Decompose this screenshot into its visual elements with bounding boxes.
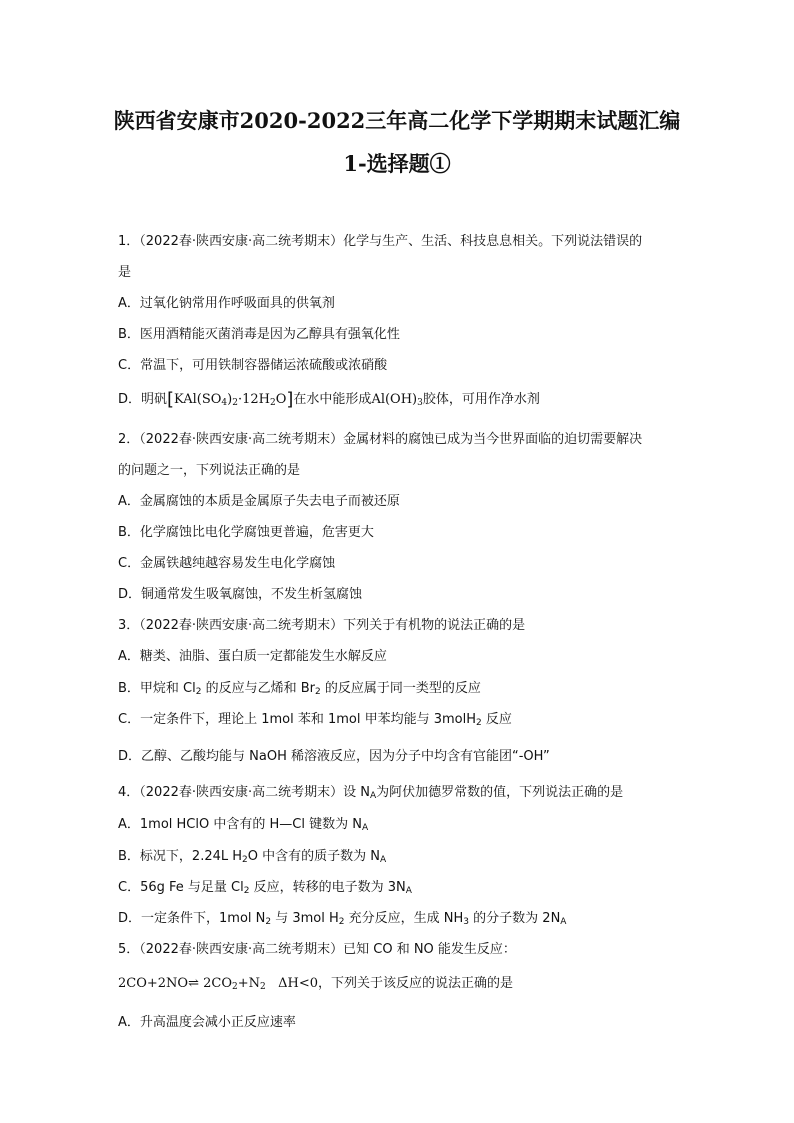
question-2-option-a: A．金属腐蚀的本质是金属原子失去电子而被还原 (118, 494, 400, 509)
question-3-option-a: A．糖类、油脂、蛋白质一定都能发生水解反应 (118, 649, 387, 664)
question-3-option-c: C．一定条件下，理论上 1mol 苯和 1mol 甲苯均能与 3molH$_2$ 反应 (118, 712, 512, 728)
question-4-option-b: B．标况下，2.24L $H_2O$ 中含有的质子数为 $N_A$ (118, 849, 387, 865)
reaction-equation: 2CO+2NO⇌ $2CO_2+N_2$ ΔH<0 (118, 976, 319, 992)
document-title: 陕西省安康市2020-2022三年高二化学下学期期末试题汇编 (113, 108, 681, 133)
question-1-stem-cont: 是 (118, 265, 132, 280)
question-1-option-b: B．医用酒精能灭菌消毒是因为乙醇具有强氧化性 (118, 327, 400, 342)
question-1-option-c: C．常温下，可用铁制容器储运浓硫酸或浓硝酸 (118, 358, 388, 373)
question-4-option-d: D．一定条件下，1mol $N_2$ 与 3mol $H_2$ 充分反应，生成 $NH_3$ 的分子数为 $2N_A$ (118, 911, 567, 927)
question-5-stem: 5．（2022春·陕西安康·高二统考期末）已知 CO 和 NO 能发生反应： (118, 942, 516, 957)
question-2-option-c: C．金属铁越纯越容易发生电化学腐蚀 (118, 556, 336, 571)
question-2-stem: 2．（2022春·陕西安康·高二统考期末）金属材料的腐蚀已成为当今世界面临的迫切需要解决 (118, 432, 643, 447)
document-subtitle: 1-选择题① (343, 151, 451, 176)
enthalpy-change: ΔH<0 (278, 976, 319, 991)
alum-formula: $KAl(SO_4)_2\cdot 12H_2O$ (174, 392, 287, 408)
question-2-option-b: B．化学腐蚀比电化学腐蚀更普遍，危害更大 (118, 525, 374, 540)
question-4-option-a: A．1mol HClO 中含有的 H—Cl 键数为 $N_A$ (118, 817, 369, 833)
aluminium-hydroxide-formula: $Al(OH)_3$ (371, 392, 423, 408)
question-2-stem-cont: 的问题之一，下列说法正确的是 (118, 463, 301, 478)
question-5-equation: 2CO+2NO⇌ $2CO_2+N_2$ ΔH<0，下列关于该反应的说法正确的是 (118, 976, 514, 992)
question-1-option-d: D．明矾$[KAl(SO_4)_2\cdot 12H_2O]$在水中能形成$Al(OH)_3$胶体，可用作净水剂 (118, 389, 540, 410)
question-3-option-b: B．甲烷和 $Cl_2$ 的反应与乙烯和 $Br_2$ 的反应属于同一类型的反应 (118, 681, 481, 697)
question-4-option-c: C．56g Fe 与足量 $Cl_2$ 反应，转移的电子数为 $3N_A$ (118, 880, 412, 896)
question-3-option-d: D．乙醇、乙酸均能与 NaOH 稀溶液反应，因为分子中均含有官能团“-OH” (118, 749, 550, 764)
question-4-stem: 4．（2022春·陕西安康·高二统考期末）设 $N_A$为阿伏加德罗常数的值，下列说法正确的是 (118, 785, 624, 801)
question-2-option-d: D．铜通常发生吸氧腐蚀，不发生析氢腐蚀 (118, 587, 363, 602)
equilibrium-arrow-icon: ⇌ (188, 976, 199, 991)
question-1-option-a: A．过氧化钠常用作呼吸面具的供氧剂 (118, 296, 335, 311)
question-5-option-a: A．升高温度会减小正反应速率 (118, 1015, 296, 1030)
question-3-stem: 3．（2022春·陕西安康·高二统考期末）下列关于有机物的说法正确的是 (118, 618, 526, 633)
question-1-stem: 1．（2022春·陕西安康·高二统考期末）化学与生产、生活、科技息息相关。下列说法错误的 (118, 234, 643, 249)
